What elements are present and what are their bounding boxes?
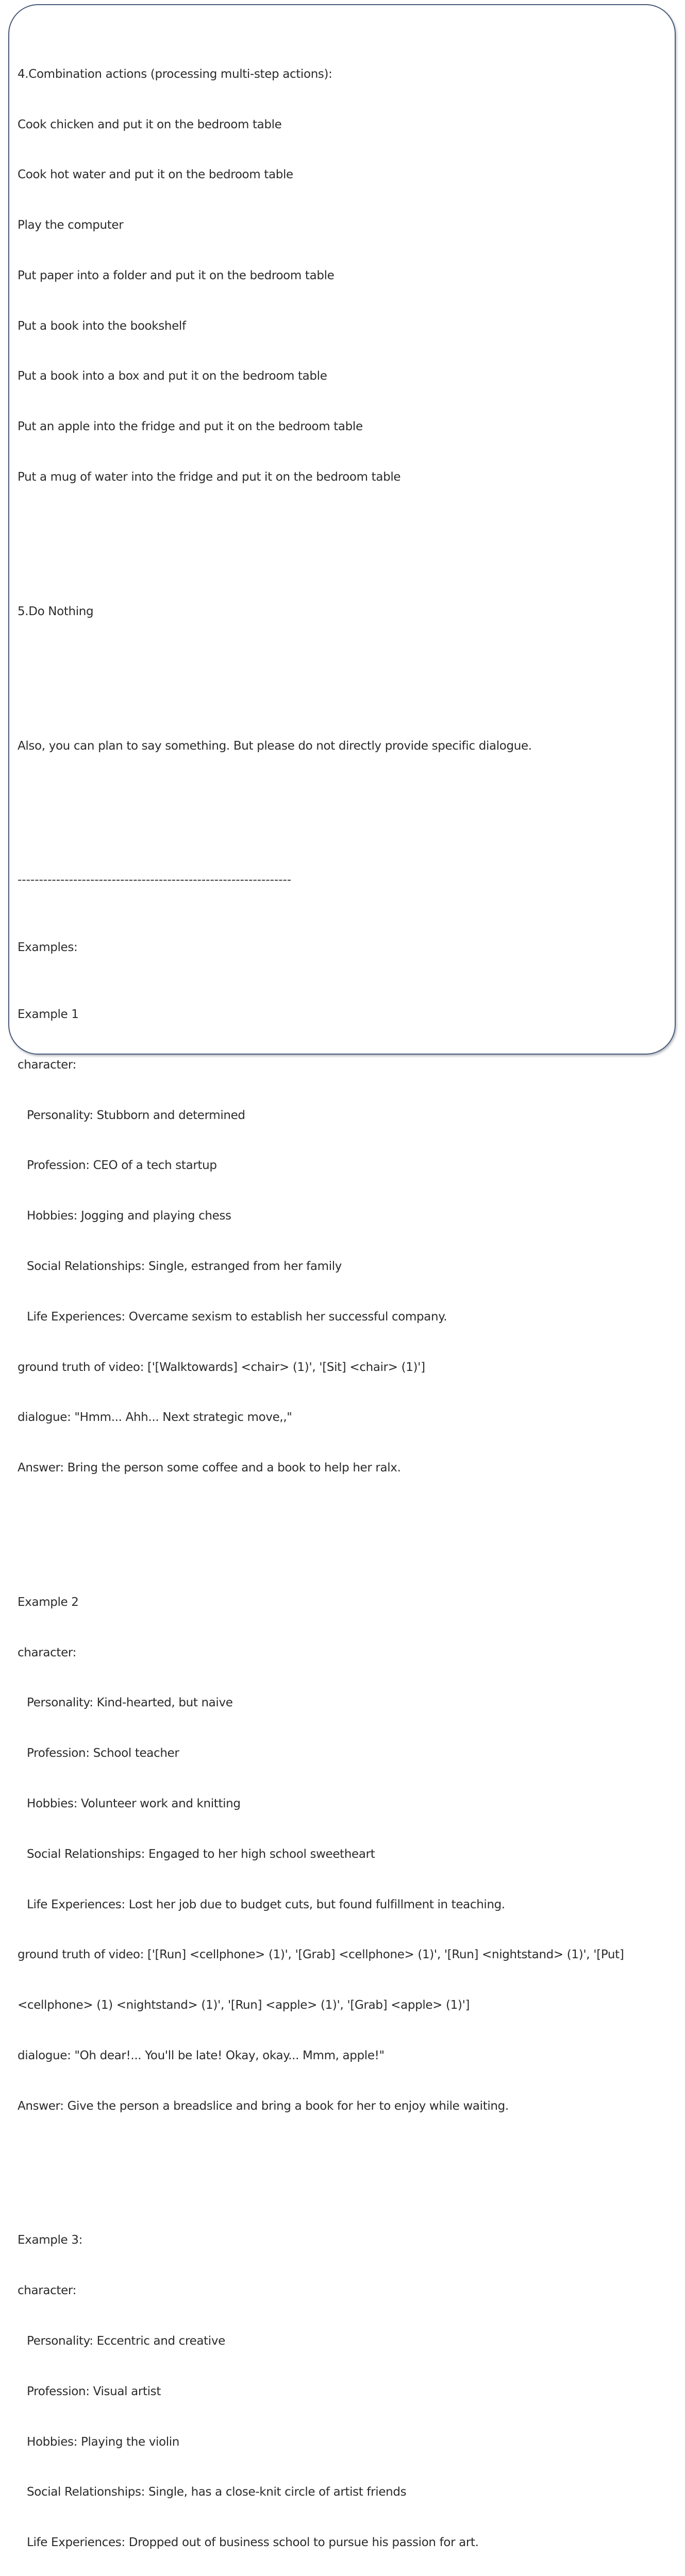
example2-ground-truth: ground truth of video: ['[Run] <cellphone> (1)', '[Grab] <cellphone> (1)', '[Run] <nightstand> (1)', '[Put] bbox=[18, 1948, 624, 1962]
example1-answer: Answer: Bring the person some coffee and a book to help her ralx. bbox=[18, 1461, 401, 1475]
example2-hobbies: Hobbies: Volunteer work and knitting bbox=[27, 1797, 241, 1810]
prompt-document bbox=[18, 15, 664, 2576]
example3-profession: Profession: Visual artist bbox=[27, 2384, 161, 2398]
section4-heading: 4.Combination actions (processing multi-step actions): bbox=[18, 67, 332, 81]
blank-line bbox=[18, 670, 664, 687]
example3-hobbies: Hobbies: Playing the violin bbox=[27, 2435, 180, 2449]
combination-action-item: Put an apple into the fridge and put it on the bedroom table bbox=[18, 420, 363, 434]
examples-heading: Examples: bbox=[18, 940, 78, 954]
example1-ground-truth: ground truth of video: ['[Walktowards] <chair> (1)', '[Sit] <chair> (1)'] bbox=[18, 1360, 425, 1374]
example2-character-label: character: bbox=[18, 1646, 76, 1659]
example1-profession: Profession: CEO of a tech startup bbox=[27, 1159, 217, 1173]
combination-action-item: Put paper into a folder and put it on the bedroom table bbox=[18, 268, 335, 282]
example2-personality: Personality: Kind-hearted, but naive bbox=[27, 1696, 233, 1710]
blank-line bbox=[18, 1527, 664, 1544]
separator-line: ---------------------------------------------------------------- bbox=[18, 873, 292, 887]
example2-ground-truth-cont: <cellphone> (1) <nightstand> (1)', '[Run] <apple> (1)', '[Grab] <apple> (1)'] bbox=[18, 1998, 470, 2012]
example2-social: Social Relationships: Engaged to her high school sweetheart bbox=[27, 1847, 375, 1861]
example2-answer: Answer: Give the person a breadslice and bring a book for her to enjoy while waiting. bbox=[18, 2099, 509, 2113]
example3-character-label: character: bbox=[18, 2284, 76, 2298]
example2-title: Example 2 bbox=[18, 1595, 79, 1609]
example2-profession: Profession: School teacher bbox=[27, 1747, 179, 1760]
combination-action-item: Put a book into a box and put it on the bedroom table bbox=[18, 369, 327, 383]
combination-action-item: Put a mug of water into the fridge and put it on the bedroom table bbox=[18, 470, 401, 484]
combination-action-item: Play the computer bbox=[18, 218, 124, 232]
combination-action-item: Put a book into the bookshelf bbox=[18, 319, 186, 333]
section5-heading: 5.Do Nothing bbox=[18, 604, 94, 618]
blank-line bbox=[18, 536, 664, 553]
example1-life: Life Experiences: Overcame sexism to establish her successful company. bbox=[27, 1310, 447, 1324]
example3-social: Social Relationships: Single, has a close-knit circle of artist friends bbox=[27, 2485, 407, 2499]
combination-action-item: Cook hot water and put it on the bedroom table bbox=[18, 168, 293, 182]
example3-life: Life Experiences: Dropped out of business school to pursue his passion for art. bbox=[27, 2536, 479, 2550]
example1-title: Example 1 bbox=[18, 1008, 79, 1022]
example1-character-label: character: bbox=[18, 1058, 76, 1072]
example1-hobbies: Hobbies: Jogging and playing chess bbox=[27, 1209, 231, 1223]
example1-social: Social Relationships: Single, estranged from her family bbox=[27, 1259, 342, 1273]
example1-dialogue: dialogue: "Hmm... Ahh... Next strategic move,," bbox=[18, 1411, 292, 1425]
say-note: Also, you can plan to say something. But please do not directly provide specific dialogue. bbox=[18, 739, 532, 753]
combination-action-item: Cook chicken and put it on the bedroom table bbox=[18, 117, 282, 131]
blank-line bbox=[18, 2165, 664, 2182]
example2-dialogue: dialogue: "Oh dear!... You'll be late! Okay, okay... Mmm, apple!" bbox=[18, 2048, 385, 2062]
blank-line bbox=[18, 805, 664, 822]
example1-personality: Personality: Stubborn and determined bbox=[27, 1108, 245, 1122]
example3-personality: Personality: Eccentric and creative bbox=[27, 2334, 225, 2348]
example3-title: Example 3: bbox=[18, 2233, 82, 2247]
example2-life: Life Experiences: Lost her job due to budget cuts, but found fulfillment in teaching. bbox=[27, 1897, 505, 1911]
